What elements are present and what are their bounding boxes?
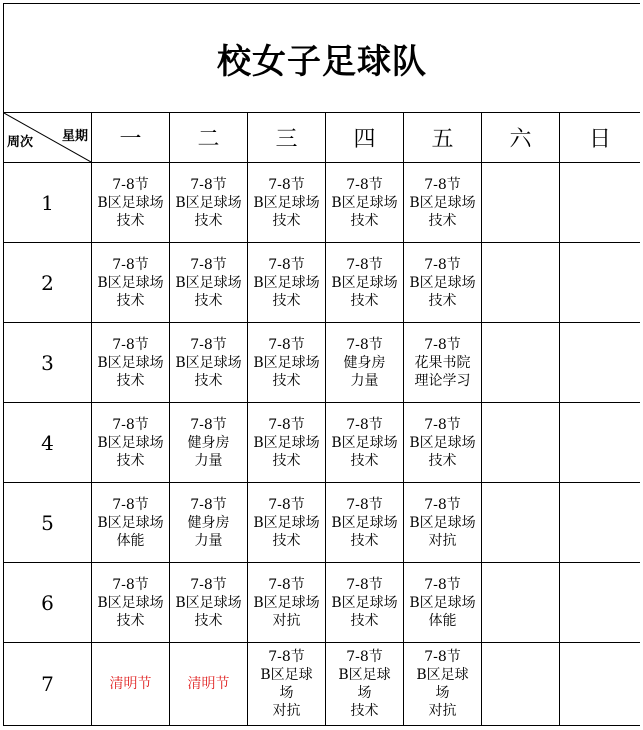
session-line: B区足球场	[175, 354, 242, 371]
schedule-cell	[170, 563, 248, 643]
session-line: 7-8节	[190, 256, 227, 273]
session-line: B区足球场	[409, 594, 476, 611]
session-line: B区足球场	[331, 194, 398, 211]
session-line: B区足球	[260, 667, 313, 683]
session-line: 7-8节	[268, 416, 305, 433]
session-line: 7-8节	[346, 576, 383, 593]
session-line: 技术	[272, 532, 301, 549]
schedule-cell	[92, 643, 170, 726]
schedule-cell	[248, 163, 326, 243]
session-line: 力量	[194, 532, 223, 549]
session-line: 技术	[350, 452, 379, 469]
week-row	[4, 163, 641, 243]
session-line: 7-8节	[268, 649, 305, 665]
session-line: 技术	[272, 292, 301, 309]
schedule-cell	[482, 483, 560, 563]
schedule-cell	[404, 323, 482, 403]
session-line: 7-8节	[112, 496, 149, 513]
session-line: 花果书院	[414, 354, 471, 371]
week-number: 7	[4, 643, 92, 726]
session-line: 技术	[194, 292, 223, 309]
day-header: 一	[92, 113, 170, 163]
session-line: 7-8节	[268, 576, 305, 593]
session-line: B区足球场	[409, 194, 476, 211]
schedule-cell	[404, 643, 482, 726]
session-line: B区足球场	[175, 594, 242, 611]
session-line: 技术	[116, 292, 145, 309]
week-row	[4, 563, 641, 643]
week-number: 4	[4, 403, 92, 483]
week-row	[4, 403, 641, 483]
session-line: 7-8节	[190, 496, 227, 513]
session-line: 力量	[194, 452, 223, 469]
session-line: 7-8节	[424, 649, 461, 665]
session-line: 7-8节	[112, 576, 149, 593]
session-line: 7-8节	[424, 576, 461, 593]
holiday-label: 清明节	[187, 676, 230, 692]
session-line: 技术	[428, 292, 457, 309]
schedule-cell	[248, 643, 326, 726]
session-line: B区足球场	[409, 434, 476, 451]
week-number: 3	[4, 323, 92, 403]
week-number: 1	[4, 163, 92, 243]
session-line: 技术	[350, 532, 379, 549]
session-line: B区足球	[338, 667, 391, 683]
schedule-cell	[170, 163, 248, 243]
schedule-cell	[482, 643, 560, 726]
session-line: 7-8节	[424, 176, 461, 193]
schedule-cell	[560, 163, 641, 243]
schedule-cell	[170, 243, 248, 323]
session-line: B区足球场	[97, 594, 164, 611]
session-line: 健身房	[187, 434, 230, 451]
session-line: 技术	[272, 452, 301, 469]
schedule-cell	[92, 483, 170, 563]
session-line: B区足球场	[331, 274, 398, 291]
session-line: 场	[279, 685, 294, 701]
schedule-cell	[404, 483, 482, 563]
session-line: B区足球场	[409, 514, 476, 531]
session-line: 场	[435, 685, 450, 701]
week-row	[4, 483, 641, 563]
session-line: B区足球场	[409, 274, 476, 291]
session-line: 7-8节	[112, 176, 149, 193]
week-number: 5	[4, 483, 92, 563]
schedule-cell	[170, 643, 248, 726]
schedule-cell	[248, 243, 326, 323]
session-line: 技术	[194, 612, 223, 629]
schedule-cell	[560, 243, 641, 323]
schedule-cell	[170, 403, 248, 483]
schedule-cell	[404, 243, 482, 323]
session-line: B区足球场	[253, 274, 320, 291]
session-line: 技术	[350, 612, 379, 629]
session-line: 力量	[350, 372, 379, 389]
holiday-label: 清明节	[109, 676, 152, 692]
session-line: 7-8节	[346, 256, 383, 273]
session-line: B区足球场	[331, 514, 398, 531]
schedule-cell	[404, 163, 482, 243]
session-line: B区足球场	[253, 354, 320, 371]
session-line: B区足球场	[97, 274, 164, 291]
day-header: 五	[404, 113, 482, 163]
session-line: 7-8节	[190, 176, 227, 193]
session-line: 技术	[272, 212, 301, 229]
schedule-cell	[482, 243, 560, 323]
session-line: B区足球场	[253, 434, 320, 451]
schedule-cell	[326, 403, 404, 483]
corner-label-week: 周次	[7, 135, 34, 150]
day-header: 二	[170, 113, 248, 163]
title-cell	[4, 4, 641, 113]
session-line: 7-8节	[190, 416, 227, 433]
week-row	[4, 323, 641, 403]
schedule-cell	[326, 643, 404, 726]
schedule-cell	[92, 563, 170, 643]
schedule-cell	[482, 323, 560, 403]
session-line: 7-8节	[424, 496, 461, 513]
session-line: 技术	[194, 212, 223, 229]
session-line: 7-8节	[112, 336, 149, 353]
session-line: 7-8节	[346, 416, 383, 433]
session-line: 技术	[194, 372, 223, 389]
day-header: 日	[560, 113, 641, 163]
schedule-cell	[560, 403, 641, 483]
corner-label-weekday: 星期	[61, 129, 88, 144]
session-line: 7-8节	[346, 336, 383, 353]
session-line: 体能	[116, 532, 145, 549]
schedule-cell	[326, 323, 404, 403]
session-line: 理论学习	[414, 372, 471, 389]
session-line: B区足球场	[175, 194, 242, 211]
schedule-sheet	[3, 3, 640, 730]
session-line: B区足球场	[253, 594, 320, 611]
schedule-cell	[482, 163, 560, 243]
schedule-cell	[482, 403, 560, 483]
session-line: 7-8节	[424, 416, 461, 433]
page-title: 校女子足球队	[217, 41, 427, 82]
day-header: 三	[248, 113, 326, 163]
session-line: 场	[357, 685, 372, 701]
session-line: 7-8节	[424, 336, 461, 353]
week-number: 6	[4, 563, 92, 643]
session-line: 7-8节	[112, 416, 149, 433]
session-line: 技术	[350, 703, 379, 719]
schedule-cell	[92, 163, 170, 243]
session-line: B区足球场	[253, 514, 320, 531]
session-line: B区足球场	[97, 434, 164, 451]
schedule-cell	[560, 643, 641, 726]
session-line: B区足球场	[253, 194, 320, 211]
schedule-cell	[326, 243, 404, 323]
schedule-cell	[560, 483, 641, 563]
session-line: 7-8节	[112, 256, 149, 273]
session-line: B区足球场	[97, 514, 164, 531]
session-line: 7-8节	[190, 336, 227, 353]
session-line: 技术	[116, 212, 145, 229]
schedule-cell	[170, 323, 248, 403]
session-line: 技术	[116, 452, 145, 469]
schedule-cell	[404, 403, 482, 483]
schedule-cell	[326, 563, 404, 643]
corner-header	[4, 113, 92, 163]
week-row	[4, 643, 641, 726]
schedule-cell	[170, 483, 248, 563]
schedule-cell	[326, 483, 404, 563]
session-line: B区足球场	[97, 194, 164, 211]
session-line: 技术	[272, 372, 301, 389]
session-line: 对抗	[272, 612, 301, 629]
schedule-cell	[248, 403, 326, 483]
session-line: B区足球场	[331, 594, 398, 611]
session-line: 健身房	[343, 354, 386, 371]
schedule-cell	[248, 323, 326, 403]
session-line: 7-8节	[424, 256, 461, 273]
day-header: 六	[482, 113, 560, 163]
session-line: 7-8节	[268, 256, 305, 273]
schedule-cell	[326, 163, 404, 243]
week-row	[4, 243, 641, 323]
schedule-cell	[404, 563, 482, 643]
day-header: 四	[326, 113, 404, 163]
session-line: 体能	[428, 612, 457, 629]
session-line: 7-8节	[268, 496, 305, 513]
week-number: 2	[4, 243, 92, 323]
schedule-cell	[92, 323, 170, 403]
schedule-table	[3, 3, 640, 726]
session-line: 对抗	[272, 703, 301, 719]
session-line: 技术	[350, 292, 379, 309]
schedule-cell	[482, 563, 560, 643]
session-line: 健身房	[187, 514, 230, 531]
session-line: 7-8节	[346, 496, 383, 513]
session-line: 技术	[116, 612, 145, 629]
schedule-cell	[92, 243, 170, 323]
schedule-cell	[560, 563, 641, 643]
schedule-cell	[560, 323, 641, 403]
session-line: 技术	[116, 372, 145, 389]
schedule-cell	[92, 403, 170, 483]
session-line: 7-8节	[346, 176, 383, 193]
session-line: B区足球场	[331, 434, 398, 451]
schedule-cell	[248, 563, 326, 643]
session-line: 对抗	[428, 703, 457, 719]
session-line: 7-8节	[268, 176, 305, 193]
session-line: 7-8节	[268, 336, 305, 353]
session-line: 7-8节	[190, 576, 227, 593]
session-line: B区足球	[416, 667, 469, 683]
session-line: 对抗	[428, 532, 457, 549]
session-line: 技术	[428, 212, 457, 229]
schedule-cell	[248, 483, 326, 563]
session-line: B区足球场	[175, 274, 242, 291]
session-line: 技术	[428, 452, 457, 469]
session-line: 7-8节	[346, 649, 383, 665]
session-line: B区足球场	[97, 354, 164, 371]
session-line: 技术	[350, 212, 379, 229]
